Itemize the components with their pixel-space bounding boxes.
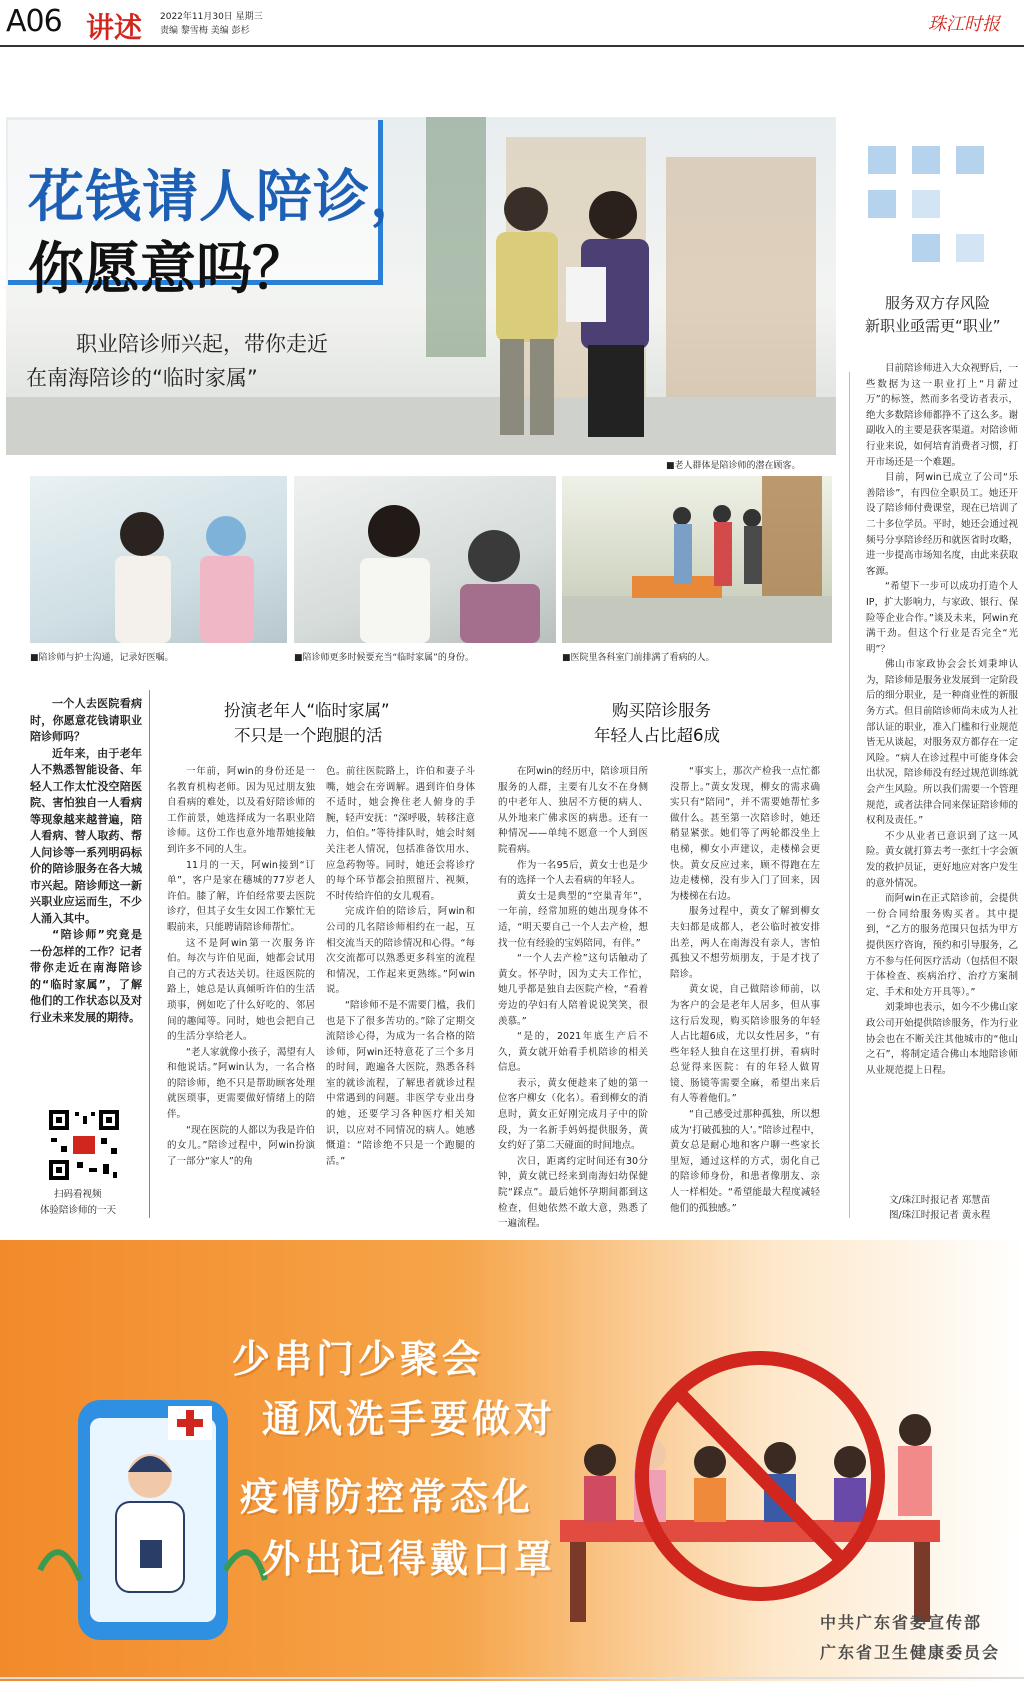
byline (889, 1193, 990, 1223)
section-a-subhead: 扮演老年人“临时家属” (224, 701, 390, 720)
decorative-squares (868, 146, 998, 266)
lede-column (30, 696, 142, 1026)
byline-photographer: 图/珠江时报记者 黄永程 (889, 1210, 991, 1221)
sidebar-paragraph: 刘秉坤也表示，如今不少佛山家政公司开始提供陪诊服务，作为行业协会也在不断关注其他城市的“他山之石”，将制定适合佛山本地陪诊师从业规范提上日程。 (866, 1002, 1019, 1076)
photo2-caption: ■陪诊师更多时候要充当“临时家属”的身份。 (294, 653, 474, 663)
ad-sponsor-2: 广东省卫生健康委员会 (820, 1643, 1001, 1662)
photo-escort-with-nurse (30, 476, 287, 643)
header-rule (0, 45, 1024, 47)
photo2-illustration (294, 476, 556, 643)
lede-paragraph: “陪诊师”究竟是一份怎样的工作？记者带你走近在南海陪诊的“临时家属”，了解他们的工作状态以及对行业未来发展的期待。 (30, 928, 142, 1024)
sidebar-paragraph: 不少从业者已意识到了这一风险。黄女就打算去考一张红十字会颁发的救护员证，更好地应对客户发生的意外情况。 (866, 830, 1019, 889)
lede-divider (149, 690, 150, 1218)
article-paragraph: “老人家就像小孩子，渴望有人和他说话。”阿win认为，一名合格的陪诊师，绝不只是帮助顾客处理就医琐事，更需要做好情绪上的陪伴。 (167, 1046, 315, 1121)
photo3-illustration (562, 476, 832, 643)
article-paragraph: 一年前，阿win的身份还是一名教育机构老师。因为见过朋友独自看病的难处，以及看好陪诊师的工作前景，她选择成为一名职业陪诊师。这份工作也意外地帮她接触到许多不同的人生。 (167, 766, 315, 855)
article-paragraph: 黄女士是典型的“空巢青年”，一年前，经常加班的她出现身体不适，“明天要自己一个人去产检，想找一位有经验的宝妈陪同，有伴。” (498, 890, 648, 949)
article-paragraph: 完成许伯的陪诊后，阿win和公司的几名陪诊师相约在一起，互相交流当天的陪诊情况和心得。“每次交流都可以熟悉更多科室的流程和情况，工作起来更熟练。”阿win说。 (326, 906, 475, 996)
main-headline-line2: 你愿意吗？ (28, 236, 308, 302)
qr-caption-line2: 体验陪诊师的一天 (40, 1205, 117, 1216)
article-paragraph: “是的，2021年底生产后不久，黄女就开始看手机陪诊的相关信息。 (498, 1031, 648, 1074)
article-paragraph: 在阿win的经历中，陪诊项目所服务的人群，主要有儿女不在身侧的中老年人、独居不方便的病人、从外地来广佛求医的病患。还有一种情况——单纯不愿意一个人到医院看病。 (498, 766, 648, 855)
sidebar-title: 服务双方存风险 (885, 294, 991, 312)
photo3-caption: ■医院里各科室门前排满了看病的人。 (562, 653, 715, 663)
public-service-ad (0, 1240, 1024, 1681)
article-paragraph: “一个人去产检”这句话触动了黄女。怀孕时，因为丈夫工作忙，她几乎都是独自去医院产检，“看着旁边的孕妇有人陪着说说笑笑，很羡慕。” (498, 953, 648, 1027)
sidebar-body (866, 361, 1018, 1078)
subheadline-line2: 在南海陪诊的“临时家属” (26, 366, 258, 390)
byline-writer: 文/珠江时报记者 郑慧苗 (889, 1195, 991, 1206)
article-paragraph: 作为一名95后，黄女士也是少有的选择一个人去看病的年轻人。 (498, 859, 648, 887)
article-paragraph: 表示，黄女便趁来了她的第一位客户柳女（化名）。看到柳女的消息时，黄女正好刚完成月子中的阶段，为一名新手妈妈提供服务，黄女约好了第二天碰面的时间地点。 (498, 1077, 648, 1152)
section-a-column-1 (167, 764, 315, 1169)
article-paragraph: “陪诊师不是不需要门槛，我们也是下了很多苦功的。”除了定期交流陪诊心得，为成为一名合格的陪诊师，阿win还特意花了三个多月的时间，跑遍各大医院，熟悉各科室的就诊流程，了解患者就诊过程中常遇到的问题。非医学专业出身的她，还要学习各种医疗相关知识，以应对不同情况的病人。她感慨道：“陪诊绝不只是一个跑腿的活。” (326, 999, 475, 1167)
sidebar-paragraph: 佛山市家政协会会长刘秉坤认为，陪诊师是服务业发展到一定阶段后的细分职业，是一种商业性的新服务方式。但目前陪诊师尚未成为人社部认证的职业，准入门槛和行业规范皆无从谈起，对服务双方都存在一定风险。“病人在诊过程中可能身体会出状况，陪诊师没有经过规范训练就会产生风险。所以我们需要一个管理规范，或者法律合同来保证陪诊师的权利及责任。” (866, 659, 1019, 827)
sidebar-paragraph: 目前陪诊师进入大众视野后，一些数据为这一职业打上“月薪过万”的标签，然而多名受访者表示，绝大多数陪诊师都挣不了这么多。谢副收入的主要是获客渠道。对陪诊师行业来说，如何培育消费者习惯，打开市场还是一个难题。 (866, 363, 1019, 468)
ad-slogan-2: 通风洗手要做对 (262, 1396, 557, 1441)
bottom-rule (0, 1677, 1024, 1679)
section-a-subhead-line2: 不只是一个跑腿的活 (234, 726, 383, 745)
sidebar-divider (849, 372, 850, 1218)
ad-slogan-1: 少串门少聚会 (232, 1336, 485, 1381)
article-paragraph: “现在医院的人都以为我是许伯的女儿。”陪诊过程中，阿win扮演了一部分“家人”的角 (167, 1124, 315, 1167)
photo1-illustration (30, 476, 287, 643)
article-paragraph: 色。前往医院路上，许伯和妻子斗嘴，她会在旁调解。遇到许伯身体不适时，她会搀住老人俯身的手腕，轻声安抚：“深呼吸，转移注意力，伯伯。”等待排队时，她会时刻关注老人情况，包括准备饮用水、应急药物等。同时，她还会将诊疗的每个环节都会拍照留片、视频，不时传给许伯的女儿观看。 (326, 766, 475, 902)
newspaper-logo: 珠江时报 (928, 14, 1000, 35)
section-b-column-2 (670, 764, 820, 1216)
qr-code-icon (47, 1108, 121, 1182)
qr-caption: 扫码看视频 (54, 1189, 102, 1200)
main-headline: 花钱请人陪诊， (28, 164, 427, 230)
photo1-caption: ■陪诊师与护士沟通，记录好医嘱。 (30, 653, 174, 663)
subheadline: 职业陪诊师兴起，带你走近 (76, 332, 328, 356)
ad-slogan-3: 疫情防控常态化 (240, 1474, 535, 1519)
photo-escort-with-patient (294, 476, 556, 643)
editors-credit: 责编 黎雪梅 美编 彭杉 (160, 26, 250, 36)
article-paragraph: 这不是阿win第一次服务许伯。每次与许伯见面，她都会试用自己的方式表达关切。往返医院的路上，她总是认真倾听许伯的生活琐事，例如吃了什么好吃的、邻居间的趣闻等。同时，她也会把自己的生活分享给老人。 (167, 937, 315, 1043)
lede-paragraph: 近年来，由于老年人不熟悉智能设备、年轻人工作太忙没空陪医院、害怕独自一人看病等现象越来越普遍，陪人看病、替人取药、帮人问诊等一系列明码标价的陪诊服务在各大城市兴起。陪诊师这一新兴职业应运而生，不少人涌入其中。 (30, 746, 142, 925)
photo-hospital-queue (562, 476, 832, 643)
article-paragraph: “自己感受过那种孤独，所以想成为‘打破孤独的人’。”陪诊过程中，黄女总是耐心地和客户聊一些家长里短，通过这样的方式，弱化自己的陪诊师身份，和患者像朋友、亲人一样相处。“希望能最大程度减轻他们的孤独感。” (670, 1109, 820, 1214)
section-b-column-1 (498, 764, 648, 1232)
hero-photo-caption: ■老人群体是陪诊师的潜在顾客。 (666, 461, 801, 471)
article-paragraph: 黄女说，自己做陪诊师前，以为客户的会是老年人居多，但从事这行后发现，购买陪诊服务的年轻人占比超6成，尤以女性居多，“有些年轻人独自在这里打拼，看病时总觉得来医院：有的年轻人做胃镜、肠镜等需要全麻，希望出来后有人等着他们。” (670, 984, 820, 1105)
qr-code[interactable] (47, 1108, 121, 1182)
section-title: 讲述 (86, 11, 143, 44)
sidebar-paragraph: “希望下一步可以成功打造个人IP，扩大影响力，与家政、银行、保险等企业合作。”谈及未来，阿win充满干劲。但这个行业是否完全“光明”？ (866, 581, 1018, 655)
issue-date: 2022年11月30日 星期三 (160, 12, 263, 22)
article-paragraph: 11月的一天，阿win接到“订单”，客户是家在穗城的77岁老人许伯。膝了解，许伯经常要去医院诊疗，但其子女生女因工作繁忙无暇前来，只能聘请陪诊师帮忙。 (167, 859, 315, 933)
ad-slogan-4: 外出记得戴口罩 (262, 1536, 557, 1581)
ad-sponsor-1: 中共广东省委宣传部 (820, 1613, 983, 1632)
article-paragraph: “事实上，那次产检我一点忙都没帮上。”黄女发现，柳女的需求确实只有“陪同”，并不需要她帮忙多做什么。甚至第一次陪诊时，她还稍显紧张。她们等了两轮都没坐上电梯，柳女小声建议，走楼梯会更快。黄女反应过来，顾不得跑在左边走楼梯，没有步入门了回来，因为楼梯在右边。 (670, 766, 820, 902)
section-b-subhead-line2: 年轻人占比超6成 (594, 726, 720, 745)
page-number: A06 (6, 4, 62, 39)
section-b-subhead: 购买陪诊服务 (612, 701, 711, 720)
article-paragraph: 次日，距离约定时间还有30分钟，黄女就已经来到南海妇幼保健院“踩点”。最后她怀孕期间都到这检查，但她依然不敢大意，熟悉了一遍流程。 (498, 1155, 648, 1230)
article-paragraph: 服务过程中，黄女了解到柳女夫妇都是成都人，老公临时被安排出差，两人在南海没有亲人，害怕孤独又不想劳烦朋友，于是才找了陪诊。 (670, 906, 820, 980)
lede-paragraph: 一个人去医院看病时，你愿意花钱请职业陪诊师吗？ (30, 697, 142, 743)
sidebar-paragraph: 目前，阿win已成立了公司“乐善陪诊”，有四位全职员工。她还开设了陪诊师付费课堂，现在已培训了二十多位学员。平时，她还会通过视频号分享陪诊经历和就医省时攻略，进一步提高市场知名度，由此来获取客源。 (866, 472, 1019, 577)
sidebar-title-line2: 新职业亟需更“职业” (865, 317, 1001, 335)
sidebar-paragraph: 而阿win在正式陪诊前，会提供一份合同给服务购买者。其中提到，“乙方的服务范围只包括为甲方提供医疗咨询，预约和引导服务，乙方不参与任何医疗活动（包括但不限于体检查、疾病治疗、治疗方案制定、手术和处方开具等）。” (866, 893, 1019, 998)
section-a-column-2 (326, 764, 475, 1169)
